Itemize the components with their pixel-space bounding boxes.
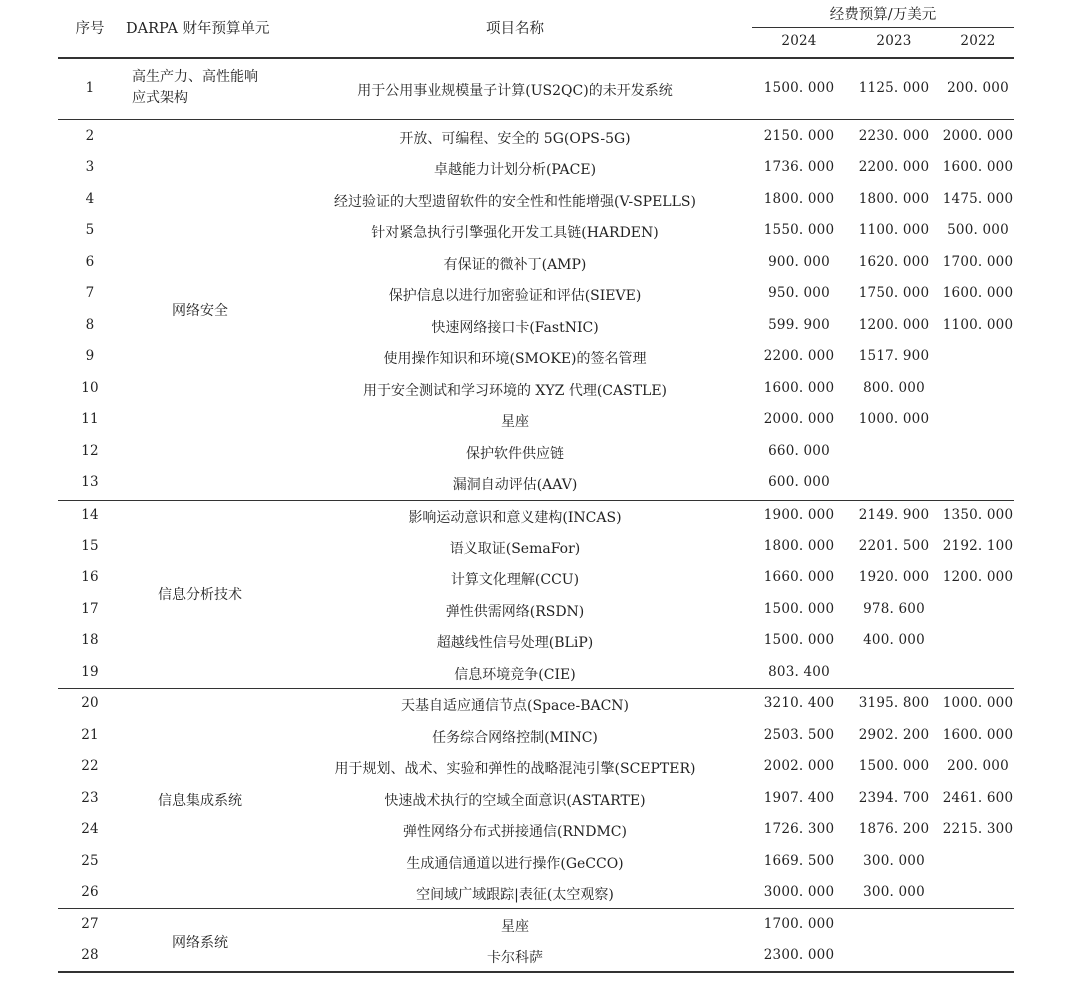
budget-2023: 1750. 000 <box>858 285 930 301</box>
group-label: 网络安全 <box>172 303 228 319</box>
row-index: 2 <box>85 128 95 144</box>
project-name: 信息环境竞争(CIE) <box>454 667 576 683</box>
project-name: 有保证的微补丁(AMP) <box>443 257 587 273</box>
project-name: 开放、可编程、安全的 5G(OPS-5G) <box>399 131 631 147</box>
project-name: 星座 <box>501 414 529 430</box>
header-subrule <box>752 27 1014 28</box>
row-index: 8 <box>85 317 95 333</box>
group-divider <box>58 908 1014 909</box>
row-index: 25 <box>81 853 99 869</box>
budget-2022: 1475. 000 <box>942 191 1014 207</box>
budget-2024: 1660. 000 <box>763 569 835 585</box>
project-name: 语义取证(SemaFor) <box>449 541 581 557</box>
row-index: 28 <box>81 947 99 963</box>
budget-2022: 200. 000 <box>947 758 1009 774</box>
budget-2023: 2201. 500 <box>858 538 930 554</box>
header-bottom-rule <box>58 57 1014 59</box>
budget-2023: 1800. 000 <box>858 191 930 207</box>
budget-2024: 599. 900 <box>768 317 830 333</box>
project-name: 星座 <box>501 919 529 935</box>
budget-2024: 1500. 000 <box>763 601 835 617</box>
header-budget-unit: DARPA 财年预算单元 <box>126 21 270 37</box>
budget-2023: 3195. 800 <box>858 695 930 711</box>
row-index: 24 <box>81 821 99 837</box>
budget-2023: 978. 600 <box>863 601 925 617</box>
row-index: 6 <box>85 254 95 270</box>
budget-2023: 2394. 700 <box>858 790 930 806</box>
budget-2024: 1600. 000 <box>763 380 835 396</box>
budget-2023: 1100. 000 <box>858 222 930 238</box>
budget-2024: 950. 000 <box>768 285 830 301</box>
project-name: 快速网络接口卡(FastNIC) <box>431 320 599 336</box>
budget-2024: 2002. 000 <box>763 758 835 774</box>
row-index: 11 <box>81 411 99 427</box>
project-name: 弹性供需网络(RSDN) <box>445 604 585 620</box>
budget-2022: 2000. 000 <box>942 128 1014 144</box>
budget-2023: 1125. 000 <box>858 80 930 96</box>
project-name: 针对紧急执行引擎强化开发工具链(HARDEN) <box>371 225 659 241</box>
row-index: 27 <box>81 916 99 932</box>
project-name: 使用操作知识和环境(SMOKE)的签名管理 <box>383 351 647 367</box>
budget-2023: 1000. 000 <box>858 411 930 427</box>
budget-2022: 200. 000 <box>947 80 1009 96</box>
budget-2024: 2200. 000 <box>763 348 835 364</box>
budget-2022: 2461. 600 <box>942 790 1014 806</box>
project-name: 保护信息以进行加密验证和评估(SIEVE) <box>388 288 642 304</box>
row-index: 9 <box>85 348 95 364</box>
budget-2024: 1700. 000 <box>763 916 835 932</box>
row-index: 15 <box>81 538 99 554</box>
header-year-2023: 2023 <box>876 33 912 49</box>
budget-2024: 600. 000 <box>768 474 830 490</box>
project-name: 卡尔科萨 <box>487 950 543 966</box>
budget-2022: 1350. 000 <box>942 507 1014 523</box>
row-index: 26 <box>81 884 99 900</box>
row-index: 17 <box>81 601 99 617</box>
budget-2024: 1800. 000 <box>763 538 835 554</box>
budget-2024: 1736. 000 <box>763 159 835 175</box>
budget-2024: 1726. 300 <box>763 821 835 837</box>
row-index: 12 <box>81 443 99 459</box>
budget-2023: 300. 000 <box>863 853 925 869</box>
project-name: 影响运动意识和意义建构(INCAS) <box>408 510 622 526</box>
group-divider <box>58 500 1014 501</box>
row-index: 5 <box>85 222 95 238</box>
budget-2024: 1907. 400 <box>763 790 835 806</box>
budget-2024: 2150. 000 <box>763 128 835 144</box>
budget-2024: 1500. 000 <box>763 80 835 96</box>
budget-2023: 300. 000 <box>863 884 925 900</box>
budget-2024: 1550. 000 <box>763 222 835 238</box>
group-label: 网络系统 <box>172 935 228 951</box>
table-bottom-rule <box>58 971 1014 973</box>
header-index: 序号 <box>75 21 105 37</box>
project-name: 用于安全测试和学习环境的 XYZ 代理(CASTLE) <box>362 383 668 399</box>
row-index: 13 <box>81 474 99 490</box>
row-index: 10 <box>81 380 99 396</box>
budget-2022: 1000. 000 <box>942 695 1014 711</box>
group-label <box>132 67 258 109</box>
header-project-name: 项目名称 <box>486 21 544 37</box>
header-year-2022: 2022 <box>960 33 996 49</box>
group-label-line: 应式架构 <box>132 90 188 106</box>
budget-2023: 1517. 900 <box>858 348 930 364</box>
project-name: 生成通信通道以进行操作(GeCCO) <box>406 856 624 872</box>
budget-2023: 1876. 200 <box>858 821 930 837</box>
row-index: 7 <box>85 285 95 301</box>
group-label: 信息分析技术 <box>158 587 242 603</box>
budget-2024: 2000. 000 <box>763 411 835 427</box>
budget-2022: 500. 000 <box>947 222 1009 238</box>
budget-2023: 2902. 200 <box>858 727 930 743</box>
row-index: 19 <box>81 664 99 680</box>
budget-2022: 1600. 000 <box>942 285 1014 301</box>
budget-2022: 1100. 000 <box>942 317 1014 333</box>
budget-2023: 2200. 000 <box>858 159 930 175</box>
row-index: 4 <box>85 191 95 207</box>
budget-2023: 1920. 000 <box>858 569 930 585</box>
row-index: 18 <box>81 632 99 648</box>
row-index: 14 <box>81 507 99 523</box>
budget-2022: 1600. 000 <box>942 727 1014 743</box>
budget-2024: 1900. 000 <box>763 507 835 523</box>
project-name: 快速战术执行的空域全面意识(ASTARTE) <box>384 793 646 809</box>
row-index: 20 <box>81 695 99 711</box>
project-name: 用于公用事业规模量子计算(US2QC)的未开发系统 <box>357 83 673 99</box>
budget-2024: 3210. 400 <box>763 695 835 711</box>
budget-2022: 2215. 300 <box>942 821 1014 837</box>
budget-2024: 803. 400 <box>768 664 830 680</box>
project-name: 保护软件供应链 <box>466 446 564 462</box>
row-index: 22 <box>81 758 99 774</box>
budget-2023: 1620. 000 <box>858 254 930 270</box>
header-budget-group: 经费预算/万美元 <box>829 7 937 23</box>
group-label: 信息集成系统 <box>158 793 242 809</box>
project-name: 弹性网络分布式拼接通信(RNDMC) <box>403 824 627 840</box>
project-name: 天基自适应通信节点(Space-BACN) <box>400 698 630 714</box>
budget-2023: 400. 000 <box>863 632 925 648</box>
budget-2022: 1600. 000 <box>942 159 1014 175</box>
budget-2024: 2503. 500 <box>763 727 835 743</box>
budget-2023: 800. 000 <box>863 380 925 396</box>
budget-2023: 1200. 000 <box>858 317 930 333</box>
row-index: 23 <box>81 790 99 806</box>
budget-2023: 2149. 900 <box>858 507 930 523</box>
project-name: 任务综合网络控制(MINC) <box>432 730 598 746</box>
project-name: 卓越能力计划分析(PACE) <box>433 162 597 178</box>
budget-2024: 2300. 000 <box>763 947 835 963</box>
budget-2024: 1500. 000 <box>763 632 835 648</box>
budget-2024: 900. 000 <box>768 254 830 270</box>
project-name: 经过验证的大型遗留软件的安全性和性能增强(V-SPELLS) <box>334 194 696 210</box>
budget-2024: 660. 000 <box>768 443 830 459</box>
budget-2023: 1500. 000 <box>858 758 930 774</box>
project-name: 计算文化理解(CCU) <box>450 572 580 588</box>
header-year-2024: 2024 <box>781 33 817 49</box>
project-name: 空间域广域跟踪|表征(太空观察) <box>416 887 614 903</box>
budget-2022: 1200. 000 <box>942 569 1014 585</box>
budget-2024: 3000. 000 <box>763 884 835 900</box>
budget-2022: 2192. 100 <box>942 538 1014 554</box>
group-label-line: 高生产力、高性能响 <box>132 69 258 85</box>
group-divider <box>58 119 1014 120</box>
group-divider <box>58 688 1014 689</box>
project-name: 超越线性信号处理(BLiP) <box>436 635 594 651</box>
budget-2024: 1669. 500 <box>763 853 835 869</box>
budget-2024: 1800. 000 <box>763 191 835 207</box>
row-index: 3 <box>85 159 95 175</box>
budget-2022: 1700. 000 <box>942 254 1014 270</box>
budget-2023: 2230. 000 <box>858 128 930 144</box>
row-index: 21 <box>81 727 99 743</box>
project-name: 用于规划、战术、实验和弹性的战略混沌引擎(SCEPTER) <box>334 761 696 777</box>
project-name: 漏洞自动评估(AAV) <box>452 477 578 493</box>
row-index: 16 <box>81 569 99 585</box>
row-index: 1 <box>85 80 95 96</box>
